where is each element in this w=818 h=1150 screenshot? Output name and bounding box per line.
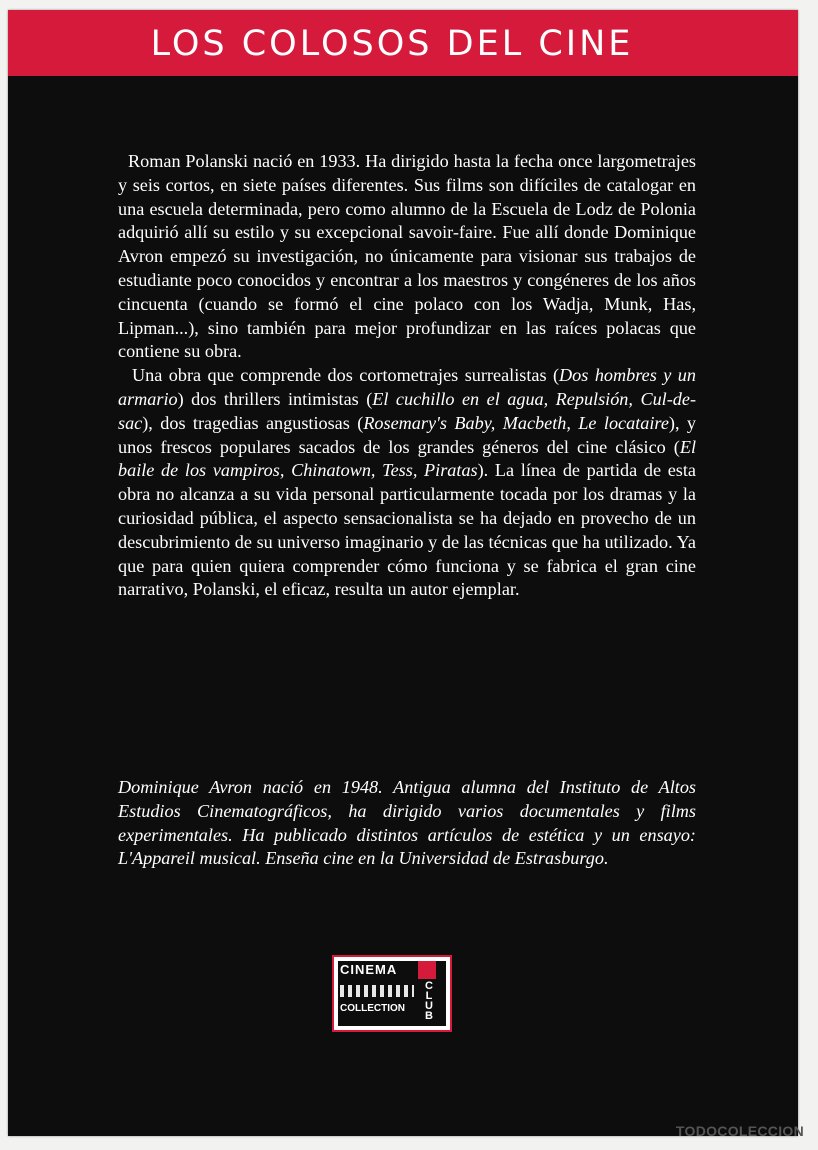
paragraph-2-text: ). La línea de partida de esta obra no alcanza a su vida personal particularmente tocada por los dramas y la curiosidad pública, el aspecto sensacionalista se ha dejado en provecho de un descubrimiento de su universo imaginario y de las técnicas que ha utilizado. Ya que para quien quiera comprender cómo funciona y se fabrica el gran cine narrativo, Polanski, el eficaz, resulta un autor ejemplar. — [118, 460, 696, 600]
film-title: El baile de los vampiros, Chinatown, Tess, Piratas — [118, 436, 696, 481]
author-bio: Dominique Avron nació en 1948. Antigua alumna del Instituto de Altos Estudios Cinematográficos, ha dirigido varios documentales y films experimentales. Ha publicado distintos artículos de estética y un ensayo: L'Appareil musical. Enseña cine en la Universidad de Estrasburgo. — [118, 777, 696, 869]
book-back-cover — [8, 10, 798, 1136]
logo-cinema-text: CINEMA — [340, 962, 398, 977]
logo-red-square — [418, 961, 436, 979]
synopsis-paragraph-1: Roman Polanski nació en 1933. Ha dirigido hasta la fecha once largometrajes y seis cortos, en siete países diferentes. Sus films son difíciles de catalogar en una escuela determinada, pero como alumno de la Escuela de Lodz de Polonia adquirió allí su estilo y su excepcional savoir-faire. Fue allí donde Dominique Avron empezó su investigación, no únicamente para visionar sus trabajos de estudiante poco conocidos y encontrar a los maestros y congéneres de los años cincuenta (cuando se formó el cine polaco con los Wadja, Munk, Has, Lipman...), sino también para mejor profundizar en las raíces polacas que contiene su obra. — [118, 151, 696, 362]
synopsis-paragraph-2 — [118, 364, 696, 602]
logo-club-text: CLUB — [425, 980, 433, 1022]
series-banner — [8, 10, 798, 76]
film-strip-icon — [340, 985, 414, 997]
paragraph-2-text: ) dos thrillers intimistas ( — [177, 388, 373, 409]
synopsis-text — [118, 150, 696, 602]
watermark: TODOCOLECCION — [675, 1123, 804, 1139]
paragraph-2-text: ), dos tragedias angustiosas ( — [142, 412, 364, 433]
paragraph-2-text: ), y unos frescos populares sacados de los grandes géneros del cine clásico ( — [118, 412, 697, 457]
film-title: Rosemary's Baby, Macbeth, Le locataire — [363, 412, 669, 433]
film-title: Dos hombres y un armario — [118, 365, 696, 409]
film-title: El cuchillo en el agua, Repulsión, Cul-de-sac — [118, 388, 696, 433]
logo-collection-text: COLLECTION — [340, 1003, 405, 1014]
paragraph-2-text: Una obra que comprende dos cortometrajes surrealistas ( — [132, 365, 560, 386]
series-title: LOS COLOSOS DEL CINE — [150, 24, 634, 64]
cinema-club-collection-logo — [332, 955, 452, 1032]
